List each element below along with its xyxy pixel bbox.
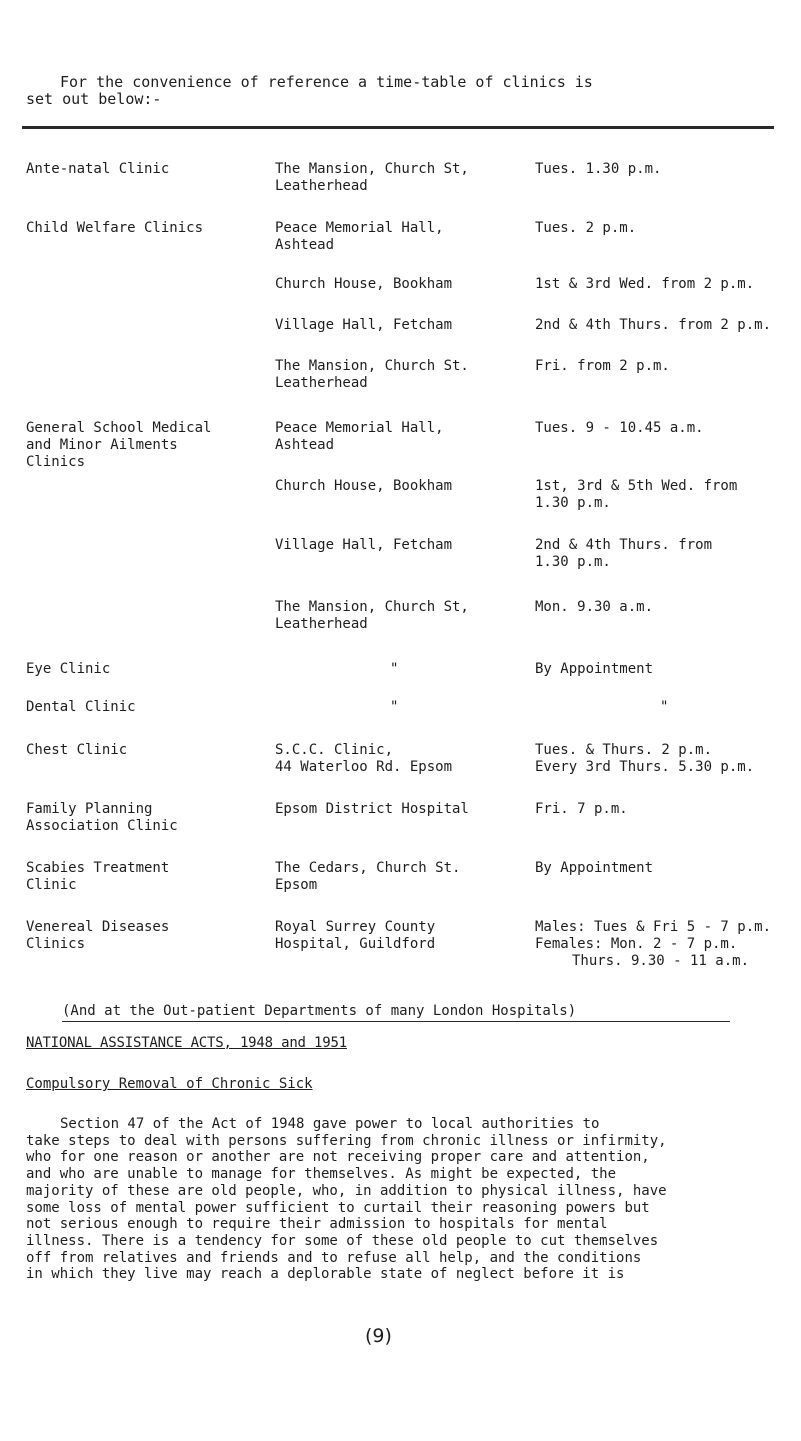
clinic-place: S.C.C. Clinic, 44 Waterloo Rd. Epsom (275, 742, 453, 775)
clinic-time: Fri. 7 p.m. (535, 801, 628, 817)
clinic-place: Peace Memorial Hall, Ashtead (275, 220, 444, 253)
clinic-name: Child Welfare Clinics (26, 220, 204, 236)
clinic-place: Epsom District Hospital (275, 801, 469, 817)
clinic-time: 1st, 3rd & 5th Wed. from 1.30 p.m. (535, 478, 738, 511)
intro-text (26, 74, 766, 108)
clinic-place: Church House, Bookham (275, 276, 453, 292)
clinic-place: Church House, Bookham (275, 478, 453, 494)
paragraph-line: majority of these are old people, who, in addition to physical illness, have (26, 1182, 667, 1199)
clinic-time: By Appointment (535, 661, 654, 677)
clinic-time: " (660, 699, 669, 715)
paragraph-line: take steps to deal with persons suffering from chronic illness or infirmity, (26, 1132, 667, 1149)
paragraph-line: in which they live may reach a deplorable state of neglect before it is (26, 1266, 625, 1283)
clinic-place: The Mansion, Church St. Leatherhead (275, 358, 469, 391)
clinic-name: Family Planning Association Clinic (26, 801, 178, 834)
clinic-place: The Cedars, Church St. Epsom (275, 860, 461, 893)
clinic-time: Mon. 9.30 a.m. (535, 599, 654, 615)
clinic-time: 2nd & 4th Thurs. from 2 p.m. (535, 317, 772, 333)
section-heading-acts: NATIONAL ASSISTANCE ACTS, 1948 and 1951 (26, 1035, 347, 1051)
clinic-time: Males: Tues & Fri 5 - 7 p.m. Females: Mon. 2 - 7 p.m. Thurs. 9.30 - 11 a.m. (535, 919, 772, 969)
outpatient-note: (And at the Out-patient Departments of many London Hospitals) (62, 1003, 577, 1019)
clinic-place: " (390, 661, 399, 677)
clinic-time: By Appointment (535, 860, 654, 876)
clinic-time: Tues. & Thurs. 2 p.m. Every 3rd Thurs. 5.30 p.m. (535, 742, 755, 775)
paragraph-line: Section 47 of the Act of 1948 gave power to local authorities to (60, 1116, 600, 1132)
clinic-place: " (390, 699, 399, 715)
clinic-name: Dental Clinic (26, 699, 136, 715)
clinic-time: Fri. from 2 p.m. (535, 358, 670, 374)
paragraph-line: not serious enough to require their admission to hospitals for mental (26, 1216, 608, 1233)
paragraph-line: and who are unable to manage for themselves. As might be expected, the (26, 1166, 617, 1183)
clinic-name: Chest Clinic (26, 742, 128, 758)
section-subheading: Compulsory Removal of Chronic Sick (26, 1076, 313, 1092)
clinic-time: 1st & 3rd Wed. from 2 p.m. (535, 276, 755, 292)
footnote-underline (62, 1021, 730, 1022)
clinic-place: Village Hall, Fetcham (275, 537, 453, 553)
clinic-name: Scabies Treatment Clinic (26, 860, 170, 893)
clinic-time: Tues. 2 p.m. (535, 220, 637, 236)
page-number: (9) (365, 1325, 392, 1347)
clinic-place: Peace Memorial Hall, Ashtead (275, 420, 444, 453)
clinic-place: The Mansion, Church St, Leatherhead (275, 599, 469, 632)
clinic-name: Venereal Diseases Clinics (26, 919, 170, 952)
intro-line-1: For the convenience of reference a time-table of clinics is (60, 73, 593, 91)
clinic-name: Eye Clinic (26, 661, 111, 677)
intro-line-2: set out below:- (26, 90, 162, 108)
paragraph-line: who for one reason or another are not receiving proper care and attention, (26, 1149, 650, 1166)
clinic-time: 2nd & 4th Thurs. from 1.30 p.m. (535, 537, 713, 570)
paragraph-line: illness. There is a tendency for some of these old people to cut themselves (26, 1232, 659, 1249)
body-paragraph (26, 1116, 786, 1283)
clinic-place: The Mansion, Church St, Leatherhead (275, 161, 469, 194)
clinic-time: Tues. 9 - 10.45 a.m. (535, 420, 704, 436)
clinic-place: Royal Surrey County Hospital, Guildford (275, 919, 436, 952)
clinic-time: Tues. 1.30 p.m. (535, 161, 662, 177)
paragraph-line: some loss of mental power sufficient to curtail their reasoning powers but (26, 1199, 650, 1216)
clinic-place: Village Hall, Fetcham (275, 317, 453, 333)
clinic-name: Ante-natal Clinic (26, 161, 170, 177)
paragraph-line: off from relatives and friends and to refuse all help, and the conditions (26, 1249, 642, 1266)
clinic-name: General School Medical and Minor Ailments Clinics (26, 420, 212, 470)
top-divider (22, 126, 774, 129)
